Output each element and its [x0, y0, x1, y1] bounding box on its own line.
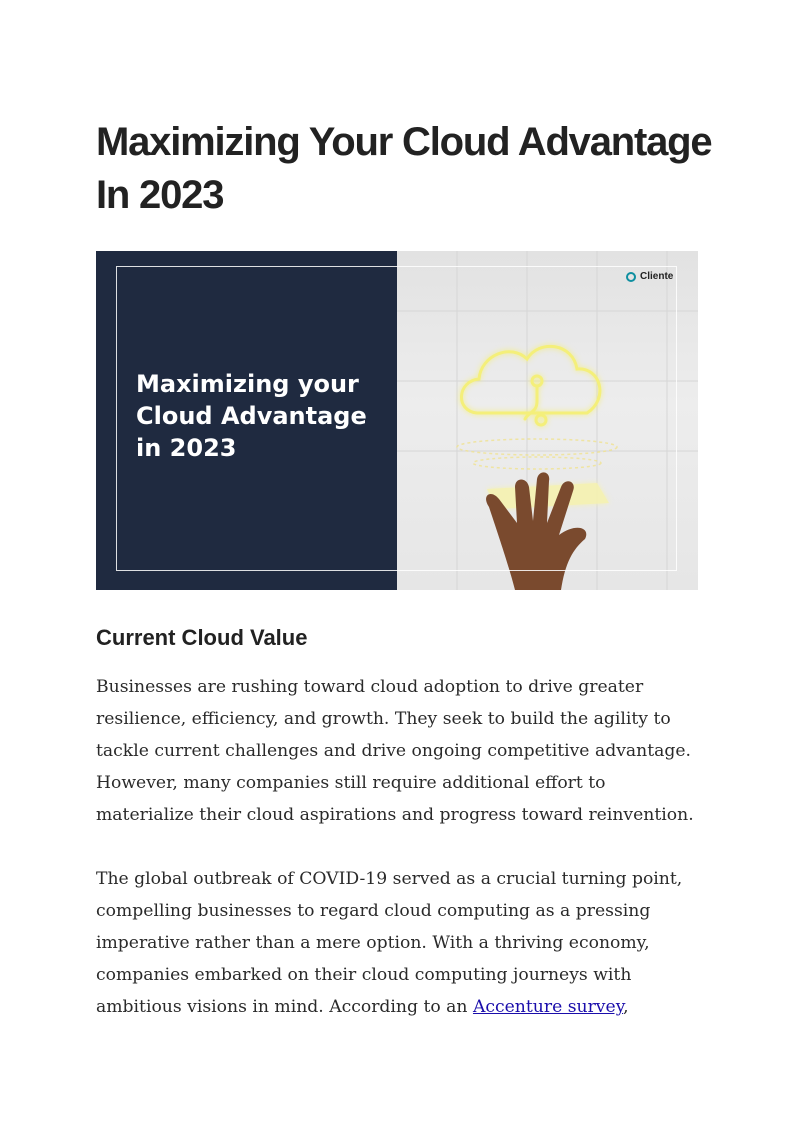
- paragraph-1: Businesses are rushing toward cloud adoption to drive greater resilience, efficiency, and growth. They seek to build the agility to tackle current challenges and drive ongoing competitive advantage. However, many companies still require additional effort to materialize their cloud aspirations and progress toward reinvention.: [96, 677, 694, 825]
- brand-mark-icon: [626, 272, 636, 282]
- hero-headline: Maximizing your Cloud Advantage in 2023: [136, 370, 367, 462]
- page-title: Maximizing Your Cloud Advantage In 2023: [96, 120, 712, 217]
- brand-logo: [626, 271, 673, 282]
- paragraph-2-tail: ,: [623, 997, 629, 1017]
- section-heading: Current Cloud Value: [96, 625, 308, 650]
- paragraph-2-text: The global outbreak of COVID-19 served as a crucial turning point, compelling businesses to regard cloud computing as a pressing imperative rather than a mere option. With a thriving economy, companies embarked on their cloud computing journeys with ambitious visions in mind. According to an: [96, 869, 683, 1017]
- hero-banner: [96, 251, 698, 590]
- paragraph-2: [96, 863, 706, 1023]
- accenture-survey-link[interactable]: Accenture survey: [472, 997, 624, 1017]
- brand-name: Cliente: [640, 271, 674, 282]
